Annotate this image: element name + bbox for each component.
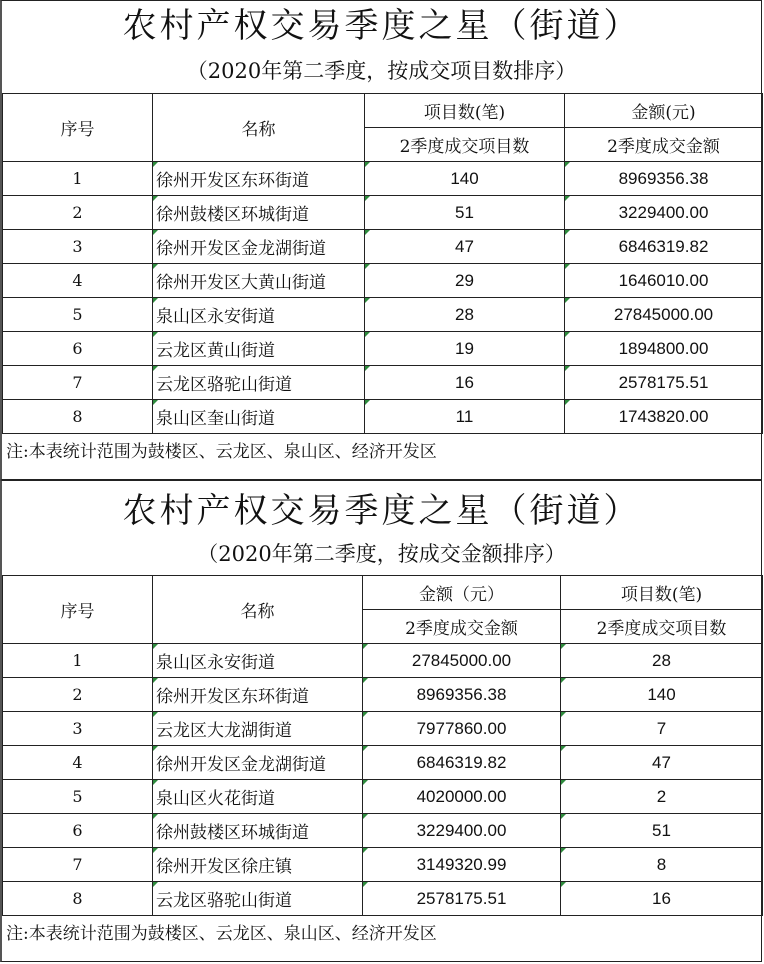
header-col3: 金额（元） <box>363 576 561 610</box>
row-index: 7 <box>3 366 153 400</box>
row-col4: 51 <box>561 814 763 848</box>
table-subtitle: （2020年第二季度，按成交项目数排序） <box>186 59 577 83</box>
row-col3: 3149320.99 <box>363 848 561 882</box>
table-row <box>3 366 763 400</box>
table-row <box>3 882 763 916</box>
row-name: 泉山区永安街道 <box>153 644 363 678</box>
table-row <box>3 298 763 332</box>
subheader-col4: 2季度成交金额 <box>565 128 763 162</box>
row-name: 徐州开发区东环街道 <box>153 678 363 712</box>
row-col3: 140 <box>365 162 565 196</box>
row-name: 云龙区黄山街道 <box>153 332 365 366</box>
row-index: 7 <box>3 848 153 882</box>
row-name: 泉山区永安街道 <box>153 298 365 332</box>
row-col4: 3229400.00 <box>565 196 763 230</box>
row-col3: 3229400.00 <box>363 814 561 848</box>
row-index: 4 <box>3 264 153 298</box>
table-row <box>3 644 763 678</box>
row-name: 徐州鼓楼区环城街道 <box>153 196 365 230</box>
row-name: 徐州开发区金龙湖街道 <box>153 230 365 264</box>
table-body <box>3 576 763 916</box>
row-name: 徐州开发区大黄山街道 <box>153 264 365 298</box>
header-col4: 项目数(笔) <box>561 576 763 610</box>
table-title: 农村产权交易季度之星（街道） <box>122 6 641 46</box>
row-index: 6 <box>3 332 153 366</box>
row-index: 8 <box>3 882 153 916</box>
table-row <box>3 712 763 746</box>
row-col4: 6846319.82 <box>565 230 763 264</box>
data-table <box>2 93 763 434</box>
header-row <box>3 576 763 610</box>
row-name: 云龙区骆驼山街道 <box>153 366 365 400</box>
row-index: 1 <box>3 162 153 196</box>
row-col3: 11 <box>365 400 565 434</box>
row-name: 徐州开发区东环街道 <box>153 162 365 196</box>
row-index: 5 <box>3 298 153 332</box>
table-row <box>3 162 763 196</box>
header-name: 名称 <box>153 94 365 162</box>
table-note: 注:本表统计范围为鼓楼区、云龙区、泉山区、经济开发区 <box>6 924 437 944</box>
header-row <box>3 94 763 128</box>
row-col4: 8 <box>561 848 763 882</box>
subheader-col3: 2季度成交金额 <box>363 610 561 644</box>
header-index: 序号 <box>3 576 153 644</box>
table-row <box>3 332 763 366</box>
header-index: 序号 <box>3 94 153 162</box>
table-row <box>3 400 763 434</box>
row-col4: 140 <box>561 678 763 712</box>
table-body <box>3 94 763 434</box>
row-index: 4 <box>3 746 153 780</box>
row-col4: 16 <box>561 882 763 916</box>
row-col3: 4020000.00 <box>363 780 561 814</box>
row-col3: 29 <box>365 264 565 298</box>
row-name: 泉山区奎山街道 <box>153 400 365 434</box>
row-col3: 47 <box>365 230 565 264</box>
row-col3: 28 <box>365 298 565 332</box>
header-name: 名称 <box>153 576 363 644</box>
table-note: 注:本表统计范围为鼓楼区、云龙区、泉山区、经济开发区 <box>6 442 437 462</box>
table-row <box>3 848 763 882</box>
row-col4: 27845000.00 <box>565 298 763 332</box>
row-col3: 6846319.82 <box>363 746 561 780</box>
row-name: 云龙区骆驼山街道 <box>153 882 363 916</box>
table-row <box>3 814 763 848</box>
table-row <box>3 746 763 780</box>
row-col4: 28 <box>561 644 763 678</box>
table-title: 农村产权交易季度之星（街道） <box>122 491 641 531</box>
subheader-col4: 2季度成交项目数 <box>561 610 763 644</box>
row-name: 徐州开发区徐庄镇 <box>153 848 363 882</box>
row-col4: 8969356.38 <box>565 162 763 196</box>
row-name: 徐州鼓楼区环城街道 <box>153 814 363 848</box>
header-col3: 项目数(笔) <box>365 94 565 128</box>
row-col4: 1646010.00 <box>565 264 763 298</box>
row-col4: 2 <box>561 780 763 814</box>
ranking-table-by-amount <box>0 480 762 962</box>
table-row <box>3 780 763 814</box>
ranking-table-by-count <box>0 0 762 480</box>
row-col4: 1743820.00 <box>565 400 763 434</box>
row-col4: 1894800.00 <box>565 332 763 366</box>
row-index: 5 <box>3 780 153 814</box>
row-index: 3 <box>3 230 153 264</box>
data-table <box>2 575 763 916</box>
row-col4: 2578175.51 <box>565 366 763 400</box>
row-name: 云龙区大龙湖街道 <box>153 712 363 746</box>
row-index: 6 <box>3 814 153 848</box>
row-index: 2 <box>3 678 153 712</box>
row-index: 3 <box>3 712 153 746</box>
row-index: 1 <box>3 644 153 678</box>
row-col4: 7 <box>561 712 763 746</box>
row-col3: 16 <box>365 366 565 400</box>
row-col3: 51 <box>365 196 565 230</box>
subheader-col3: 2季度成交项目数 <box>365 128 565 162</box>
table-row <box>3 230 763 264</box>
table-row <box>3 678 763 712</box>
row-col3: 19 <box>365 332 565 366</box>
table-row <box>3 264 763 298</box>
row-col3: 2578175.51 <box>363 882 561 916</box>
row-col3: 27845000.00 <box>363 644 561 678</box>
row-index: 8 <box>3 400 153 434</box>
table-subtitle: （2020年第二季度，按成交金额排序） <box>197 542 566 566</box>
table-row <box>3 196 763 230</box>
row-col3: 8969356.38 <box>363 678 561 712</box>
row-name: 泉山区火花街道 <box>153 780 363 814</box>
row-name: 徐州开发区金龙湖街道 <box>153 746 363 780</box>
row-index: 2 <box>3 196 153 230</box>
header-col4: 金额(元) <box>565 94 763 128</box>
row-col3: 7977860.00 <box>363 712 561 746</box>
row-col4: 47 <box>561 746 763 780</box>
